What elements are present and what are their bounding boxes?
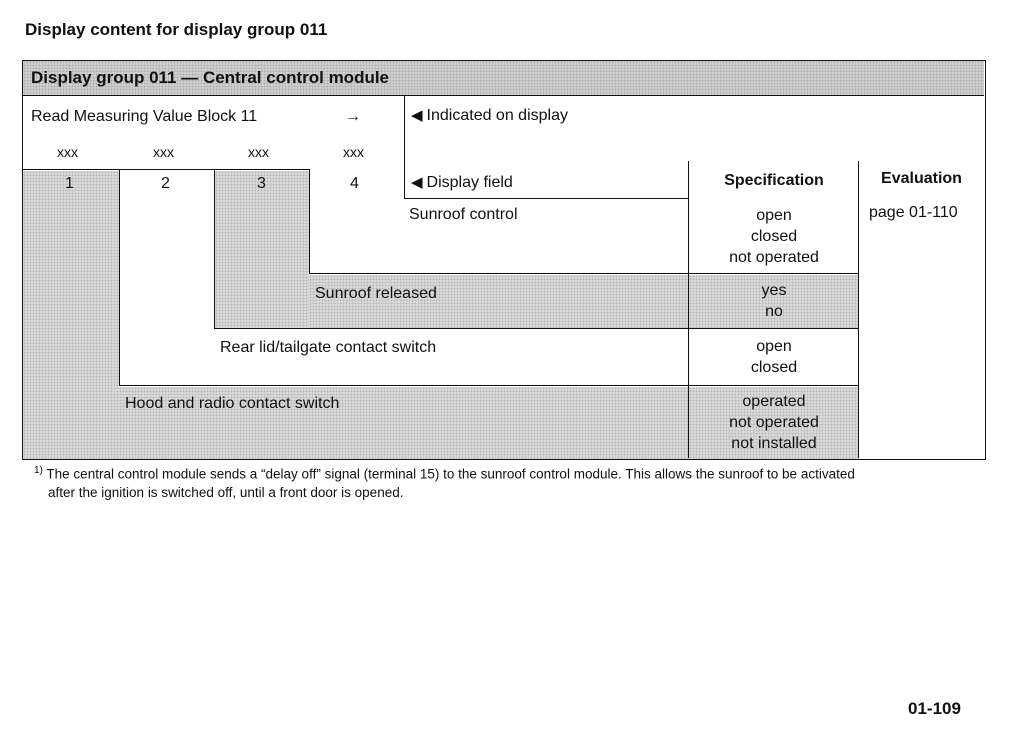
indicated-label: Indicated on display [426, 107, 568, 124]
display-group-table [22, 60, 986, 460]
page-number: 01-109 [908, 699, 961, 718]
line-col-3 [309, 169, 310, 274]
footnote-line-1: The central control module sends a “delay off” signal (terminal 15) to the sunroof control module. This allows the sunroof to be activated [46, 466, 855, 482]
spec-value: closed [750, 228, 798, 245]
footnote-marker: 1) [34, 465, 43, 476]
line-col-2 [214, 169, 215, 329]
spec-value: open [756, 338, 792, 355]
field-number-1: 1 [65, 175, 74, 192]
display-value-4: xxx [343, 144, 364, 160]
spec-value: open [756, 207, 792, 224]
row-sunroof-control-label: Sunroof control [409, 206, 518, 223]
spec-value: not operated [729, 249, 819, 266]
line-col-1 [119, 169, 120, 386]
row-sunroof-control-spec [690, 205, 858, 268]
field-number-4: 4 [350, 175, 359, 192]
line-display-field-bottom [404, 198, 688, 199]
field-number-3: 3 [257, 175, 266, 192]
field-number-2: 2 [161, 175, 170, 192]
display-value-3: xxx [248, 144, 269, 160]
display-field-heading [411, 173, 513, 192]
evaluation-heading: Evaluation [881, 170, 962, 187]
spec-value: operated [742, 393, 806, 410]
spec-value: no [765, 303, 783, 320]
row-sunroof-released-spec [690, 280, 858, 322]
footnote-line-2: after the ignition is switched off, until a front door is opened. [48, 484, 404, 500]
line-col-spec [688, 161, 689, 458]
spec-value: yes [761, 282, 787, 299]
row-rear-lid-spec [690, 336, 858, 378]
right-arrow: → [345, 108, 361, 125]
left-triangle-icon: ◀ [411, 174, 423, 191]
row-rear-lid-label: Rear lid/tailgate contact switch [220, 339, 437, 356]
line-row2-top [309, 273, 859, 274]
page-title: Display content for display group 011 [25, 20, 328, 39]
line-row4-top [119, 385, 859, 386]
indicated-on-display [411, 106, 568, 125]
left-triangle-icon: ◀ [411, 107, 423, 124]
table-header-title: Display group 011 — Central control module [31, 68, 390, 87]
row-sunroof-released-label: Sunroof released [315, 285, 437, 302]
line-row3-top [215, 328, 859, 329]
line-col-4 [404, 95, 405, 199]
evaluation-page-ref: page 01-110 [869, 204, 958, 221]
line-col-eval [858, 161, 859, 458]
display-value-2: xxx [153, 144, 174, 160]
row-hood-radio-label: Hood and radio contact switch [125, 395, 340, 412]
row-hood-radio-spec [690, 391, 858, 454]
read-block-label: Read Measuring Value Block 11 [31, 108, 258, 125]
field-3-shade [215, 171, 309, 329]
spec-value: closed [750, 359, 798, 376]
table-header-bar [23, 61, 984, 96]
line-field-numbers-top [23, 169, 309, 170]
footnote [34, 462, 986, 502]
display-field-label: Display field [426, 174, 513, 191]
field-1-shade [23, 171, 119, 459]
specification-heading: Specification [724, 172, 824, 189]
display-value-1: xxx [57, 144, 78, 160]
spec-value: not installed [731, 435, 817, 452]
spec-value: not operated [729, 414, 819, 431]
